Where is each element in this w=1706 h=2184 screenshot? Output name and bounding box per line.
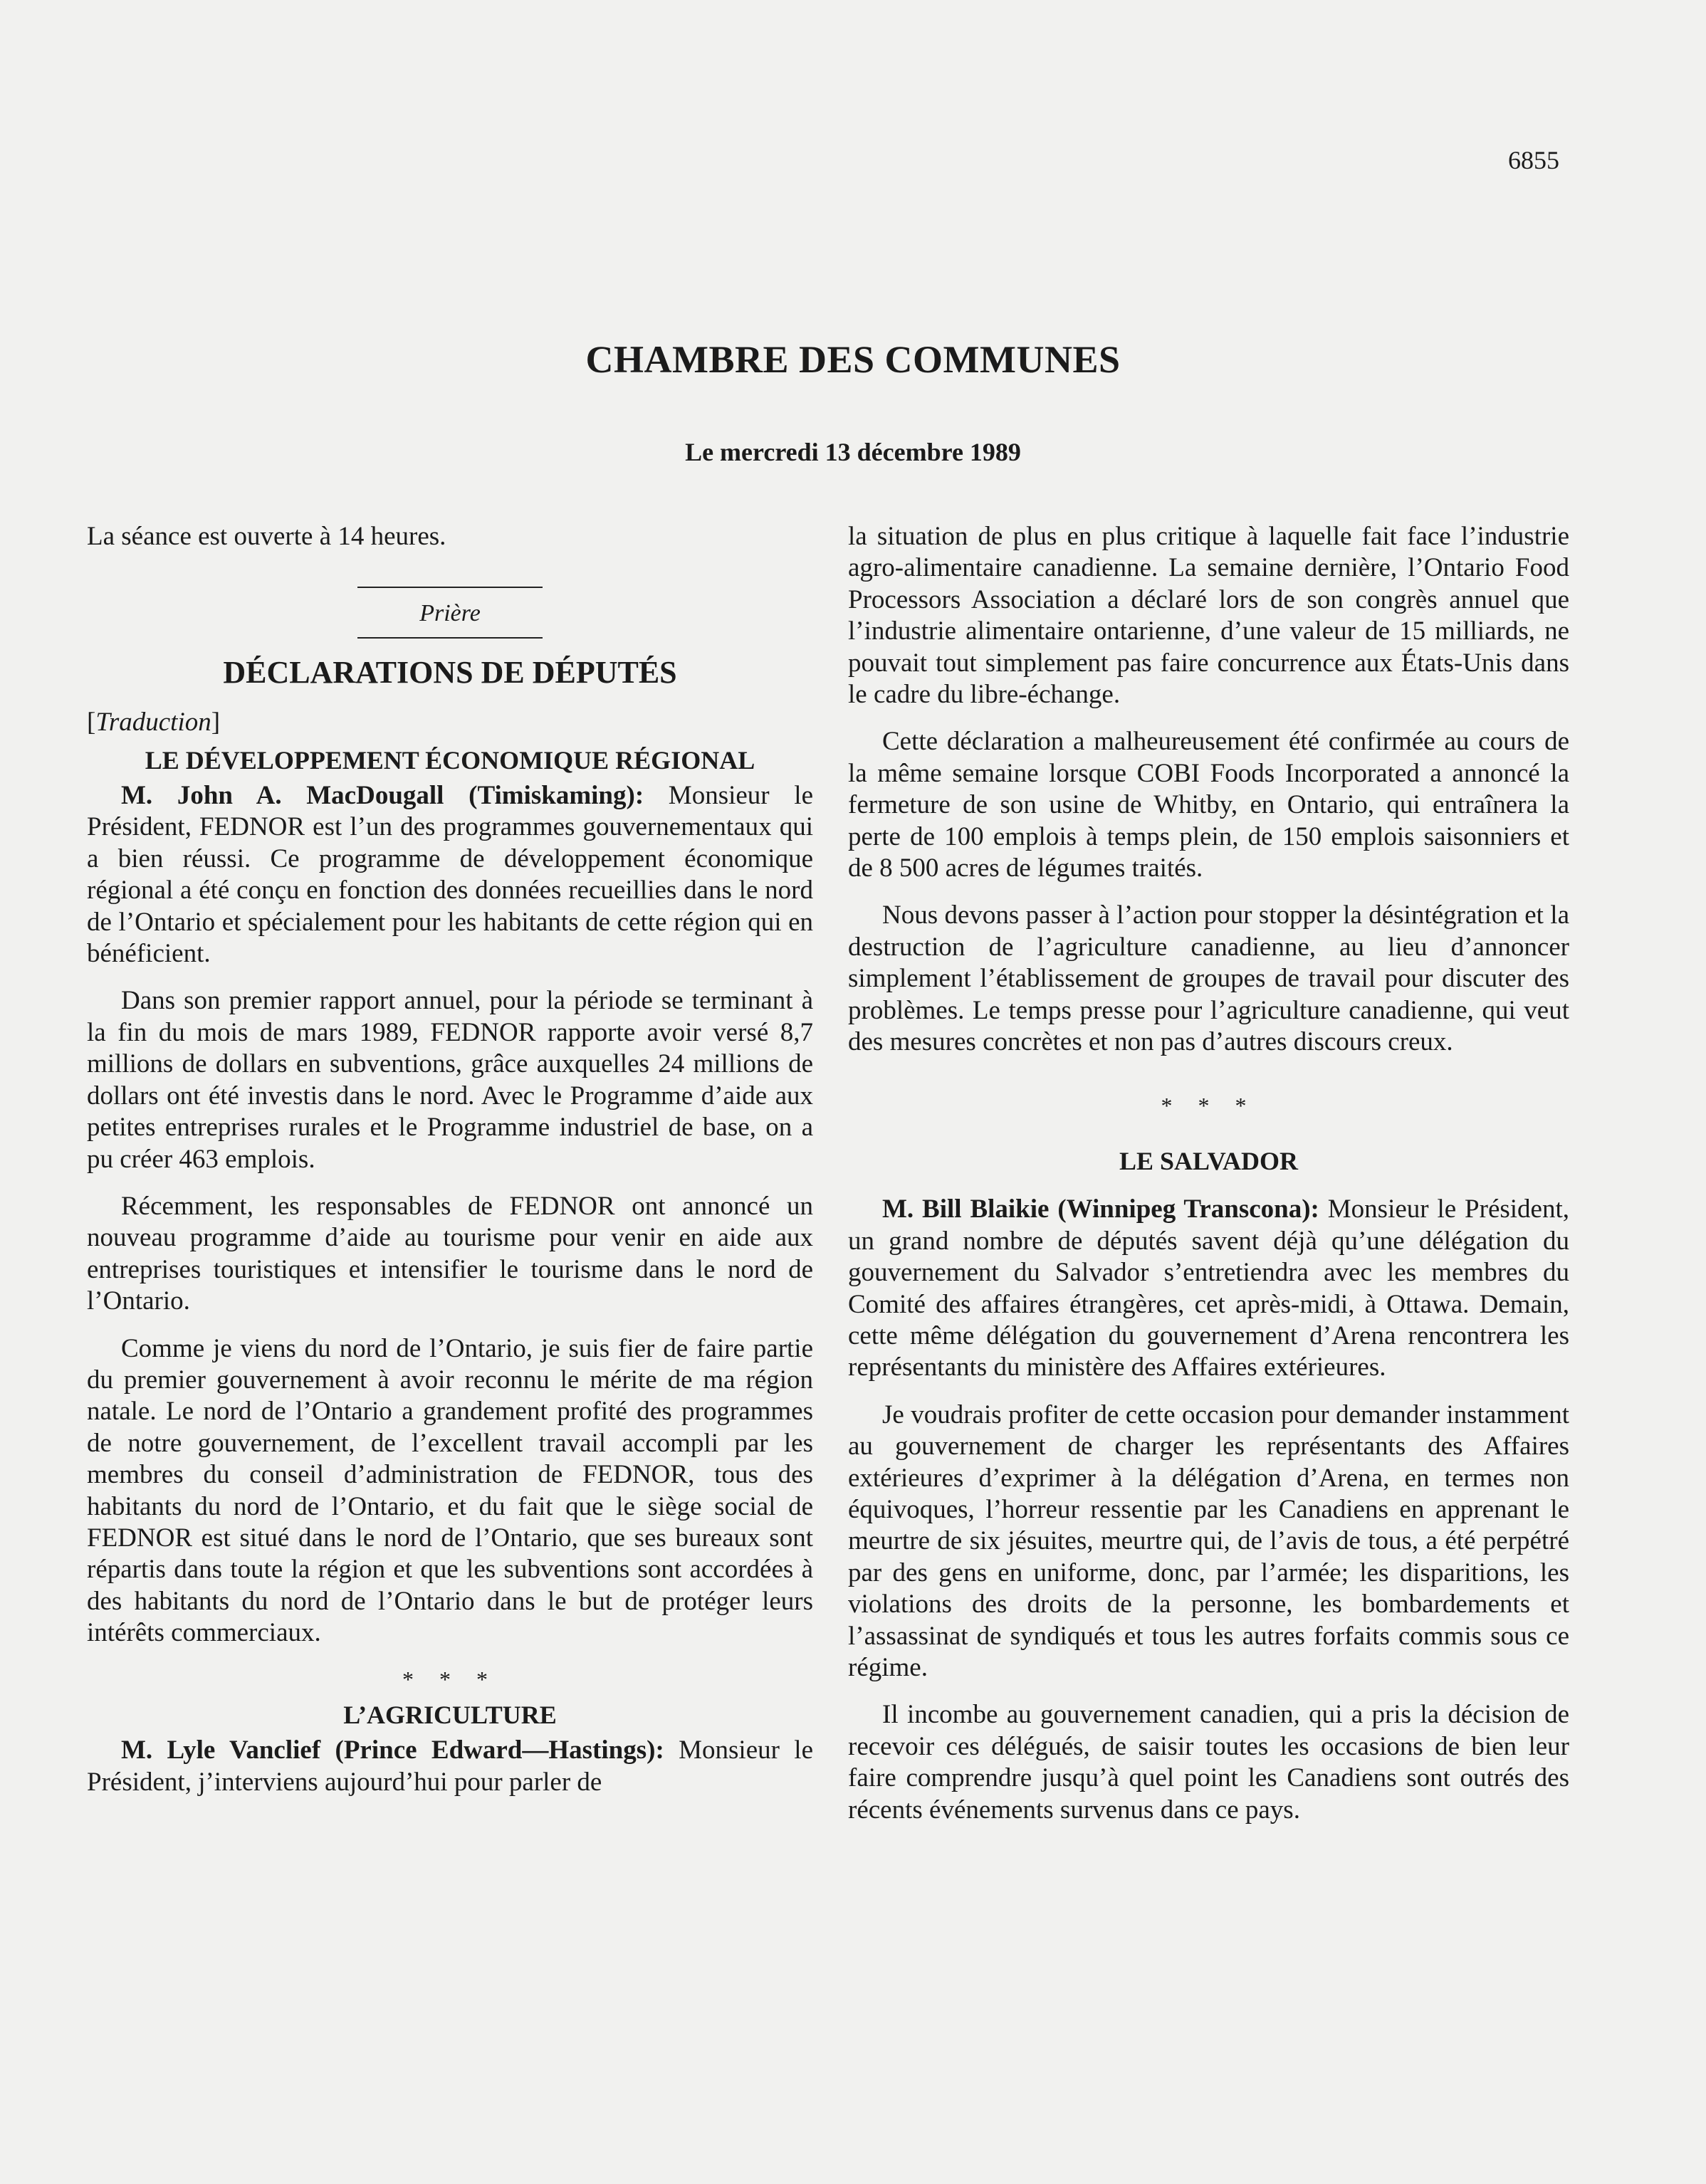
translation-label: Traduction xyxy=(95,708,211,737)
heading-salvador: LE SALVADOR xyxy=(1119,1146,1299,1175)
heading-agriculture: L’AGRICULTURE xyxy=(343,1701,557,1729)
statement-paragraph xyxy=(848,1194,1569,1383)
statement-paragraph xyxy=(87,1735,813,1798)
statement-paragraph: Je voudrais profiter de cette occasion pour demander instamment au gouvernement de charger les représentants des Affaires extérieures d’exprimer à la délégation d’Arena, en termes non équivoques, l’horreur ressentie par les Canadiens en apprenant le meurtre de six jésuites, meurtre qui, de l’avis de tous, a été perpétré par des gens en uniforme, donc, par l’armée; les disparitions, les violations des droits de la personne, les bombardements et l’assassinat de syndiqués et tous les autres forfaits commis sous ce régime. xyxy=(848,1400,1569,1682)
statement-paragraph xyxy=(87,780,813,970)
statement-paragraph: Dans son premier rapport annuel, pour la période se terminant à la fin du mois de mars 1989, FEDNOR rapporte avoir versé 8,7 millions de dollars en subventions, grâce auxquelles 24 millions de dollars ont été investis dans le nord. Avec le Programme d’aide aux petites entreprises rurales et le Programme industriel de base, on a pu créer 463 emplois. xyxy=(87,986,813,1174)
statement-paragraph: Comme je viens du nord de l’Ontario, je suis fier de faire partie du premier gouvernement à avoir reconnu le mérite de ma région natale. Le nord de l’Ontario a grandement profité des programmes de notre gouvernement, de l’excellent travail accompli par les membres du conseil d’administration de FEDNOR, tous des habitants du nord de l’Ontario, et du fait que le siège social de FEDNOR est situé dans le nord de l’Ontario, que ses bureaux sont répartis dans toute la région et que les subventions sont accordées à des habitants du nord de l’Ontario dans le but de protéger leurs intérêts commerciaux. xyxy=(87,1333,813,1648)
translation-tag: [Traduction] xyxy=(87,708,221,737)
priere-label: Prière xyxy=(419,600,481,627)
paragraph-text: Monsieur le Président, j’interviens aujourd’hui pour parler de xyxy=(87,1736,813,1797)
paragraph-text: Monsieur le Président, un grand nombre de députés savent déjà qu’une délégation du gouvernement du Salvador s’entretiendra avec les membres du Comité des affaires étrangères, cet après-midi, à Ottawa. Demain, cette même délégation du gouvernement d’Arena rencontrera les représentants du ministère des Affaires extérieures. xyxy=(848,1195,1569,1382)
section-separator-stars: * * * xyxy=(1161,1092,1257,1118)
right-column xyxy=(848,521,1569,1826)
divider-rule xyxy=(357,637,543,639)
speaker-name: M. Lyle Vanclief (Prince Edward—Hastings): xyxy=(121,1736,664,1765)
sitting-opening: La séance est ouverte à 14 heures. xyxy=(87,522,446,551)
paragraph-text: Monsieur le Président, FEDNOR est l’un des programmes gouvernementaux qui a bien réussi. Ce programme de développement économique régional a été conçu en fonction des données recueillies dans le nord de l’Ontario et spécialement pour les habitants de cette région qui en bénéficient. xyxy=(87,781,813,969)
left-column xyxy=(87,521,813,1798)
speaker-name: M. John A. MacDougall (Timiskaming): xyxy=(121,781,644,811)
section-separator-stars: * * * xyxy=(402,1666,498,1692)
statement-paragraph: Nous devons passer à l’action pour stopper la désintégration et la destruction de l’agriculture canadienne, au lieu d’annoncer simplement l’établissement de groupes de travail pour discuter des problèmes. Le temps presse pour l’agriculture canadienne, qui veut des mesures concrètes et non pas d’autres discours creux. xyxy=(848,901,1569,1057)
divider-rule xyxy=(357,587,543,588)
speaker-name: M. Bill Blaikie (Winnipeg Transcona): xyxy=(882,1195,1319,1224)
statement-paragraph: Il incombe au gouvernement canadien, qui a pris la décision de recevoir ces délégués, de saisir toutes les occasions de bien leur faire comprendre jusqu’à quel point les Canadiens sont outrés des récents événements survenus dans ce pays. xyxy=(848,1700,1569,1825)
statement-paragraph: Cette déclaration a malheureusement été confirmée au cours de la même semaine lorsque COBI Foods Incorporated a annoncé la fermeture de son usine de Whitby, en Ontario, qui entraînera la perte de 100 emplois à temps plein, de 150 emplois saisonniers et de 8 500 acres de légumes traités. xyxy=(848,727,1569,883)
sitting-date: Le mercredi 13 décembre 1989 xyxy=(685,438,1021,466)
page-number: 6855 xyxy=(1508,146,1559,174)
page-title: CHAMBRE DES COMMUNES xyxy=(585,338,1121,381)
section-title: DÉCLARATIONS DE DÉPUTÉS xyxy=(223,654,677,690)
heading-regional-development: LE DÉVELOPPEMENT ÉCONOMIQUE RÉGIONAL xyxy=(145,745,755,775)
statement-paragraph: Récemment, les responsables de FEDNOR ont annoncé un nouveau programme d’aide au tourisme pour venir en aide aux entreprises touristiques et intensifier le tourisme dans le nord de l’Ontario. xyxy=(87,1191,813,1316)
statement-paragraph: la situation de plus en plus critique à laquelle fait face l’industrie agro-alimentaire canadienne. La semaine dernière, l’Ontario Food Processors Association a déclaré lors de son congrès annuel que l’industrie alimentaire ontarienne, d’une valeur de 15 milliards, ne pouvait tout simplement pas faire concurrence aux États-Unis dans le cadre du libre-échange. xyxy=(848,522,1569,710)
